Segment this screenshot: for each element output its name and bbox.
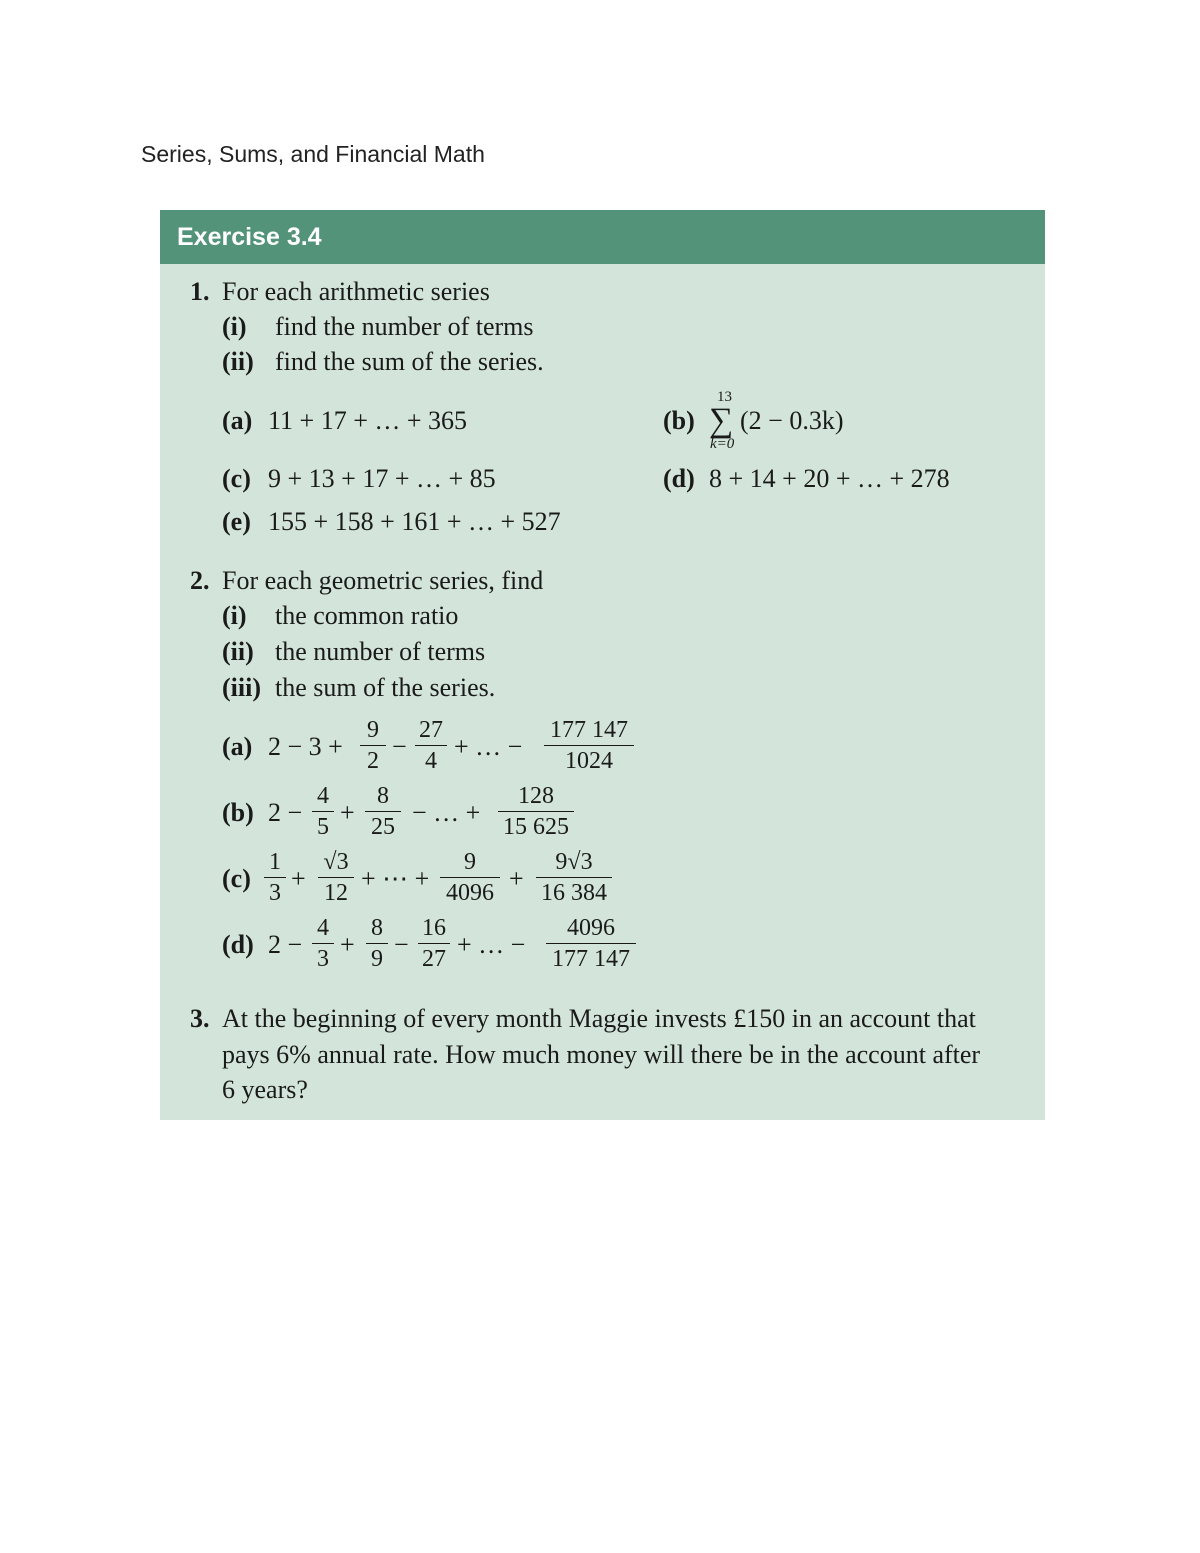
q2c-mid: + ⋯ + bbox=[361, 864, 430, 893]
q2d-op1: + bbox=[340, 930, 355, 959]
q2d-lead: 2 − bbox=[268, 930, 303, 959]
q2d-label: (d) bbox=[222, 930, 254, 959]
q1b-lower: k=0 bbox=[710, 436, 735, 452]
q1-sub-i-label: (i) bbox=[222, 312, 247, 341]
q2a-mid: + … − bbox=[454, 732, 523, 761]
q1a-label: (a) bbox=[222, 406, 253, 435]
q1b-expr: (2 − 0.3k) bbox=[740, 406, 844, 435]
sqrt-symbol: √ bbox=[323, 849, 337, 875]
q2-number: 2. bbox=[190, 566, 210, 595]
q2b-mid: − … + bbox=[412, 798, 481, 827]
q2c-frac-1: 1 3 bbox=[264, 848, 286, 907]
q1-stem: For each arithmetic series bbox=[222, 277, 490, 306]
q2a-frac-3: 177 147 1024 bbox=[544, 716, 634, 775]
q1-number: 1. bbox=[190, 277, 210, 306]
q2c-op1: + bbox=[291, 864, 306, 893]
q2d-frac-4: 4096 177 147 bbox=[546, 914, 636, 973]
q2a-label: (a) bbox=[222, 732, 253, 761]
q2a-lead: 2 − 3 + bbox=[268, 732, 343, 761]
exercise-title: Exercise 3.4 bbox=[177, 223, 322, 251]
q1a-expr: 11 + 17 + … + 365 bbox=[268, 406, 468, 435]
q2c-label: (c) bbox=[222, 864, 251, 893]
q2-sub-i-text: the common ratio bbox=[275, 601, 459, 630]
q1b-upper: 13 bbox=[717, 389, 732, 405]
q1c-expr: 9 + 13 + 17 + … + 85 bbox=[268, 464, 496, 493]
q1-sub-i-text: find the number of terms bbox=[275, 312, 534, 341]
q1d-label: (d) bbox=[663, 464, 695, 493]
q2a-frac-1: 9 2 bbox=[360, 716, 386, 775]
q2a-frac-2: 27 4 bbox=[415, 716, 447, 775]
q1-sub-ii-text: find the sum of the series. bbox=[275, 347, 544, 376]
q2c-frac-4: 9√3 16 384 bbox=[536, 848, 612, 907]
q2a-op1: − bbox=[392, 732, 407, 761]
q3-line-1: At the beginning of every month Maggie invests £150 in an account that bbox=[222, 1004, 976, 1033]
page-title: Series, Sums, and Financial Math bbox=[141, 141, 485, 167]
q2d-frac-2: 8 9 bbox=[366, 914, 388, 973]
q3-line-3: 6 years? bbox=[222, 1075, 308, 1104]
q1d-expr: 8 + 14 + 20 + … + 278 bbox=[709, 464, 950, 493]
q2b-label: (b) bbox=[222, 798, 254, 827]
q2b-frac-1: 4 5 bbox=[312, 782, 334, 841]
q2b-frac-3: 128 15 625 bbox=[498, 782, 574, 841]
q2d-frac-1: 4 3 bbox=[312, 914, 334, 973]
q1c-label: (c) bbox=[222, 464, 251, 493]
sigma-symbol: ∑ bbox=[709, 402, 734, 439]
q1e-expr: 155 + 158 + 161 + … + 527 bbox=[268, 507, 561, 536]
q2b-op1: + bbox=[340, 798, 355, 827]
q2c-op2: + bbox=[509, 864, 524, 893]
q2-sub-iii-label: (iii) bbox=[222, 673, 261, 702]
q2-sub-ii-label: (ii) bbox=[222, 637, 254, 666]
exercise-box bbox=[160, 210, 1045, 1120]
q2b-frac-2: 8 25 bbox=[365, 782, 401, 841]
q2-stem: For each geometric series, find bbox=[222, 566, 544, 595]
q2b-lead: 2 − bbox=[268, 798, 303, 827]
q2d-mid: + … − bbox=[457, 930, 526, 959]
q2c-frac-3: 9 4096 bbox=[440, 848, 500, 907]
q2c-frac-2: √3 12 bbox=[318, 848, 354, 907]
q3-number: 3. bbox=[190, 1004, 210, 1033]
q2-sub-ii-text: the number of terms bbox=[275, 637, 486, 666]
q1-sub-ii-label: (ii) bbox=[222, 347, 254, 376]
exercise-header bbox=[160, 210, 1045, 264]
q2d-frac-3: 16 27 bbox=[418, 914, 450, 973]
q2d-op2: − bbox=[394, 930, 409, 959]
q1b-label: (b) bbox=[663, 406, 695, 435]
q2-sub-i-label: (i) bbox=[222, 601, 247, 630]
q3-line-2: pays 6% annual rate. How much money will there be in the account after bbox=[222, 1040, 981, 1069]
q1e-label: (e) bbox=[222, 507, 251, 536]
q2-sub-iii-text: the sum of the series. bbox=[275, 673, 496, 702]
